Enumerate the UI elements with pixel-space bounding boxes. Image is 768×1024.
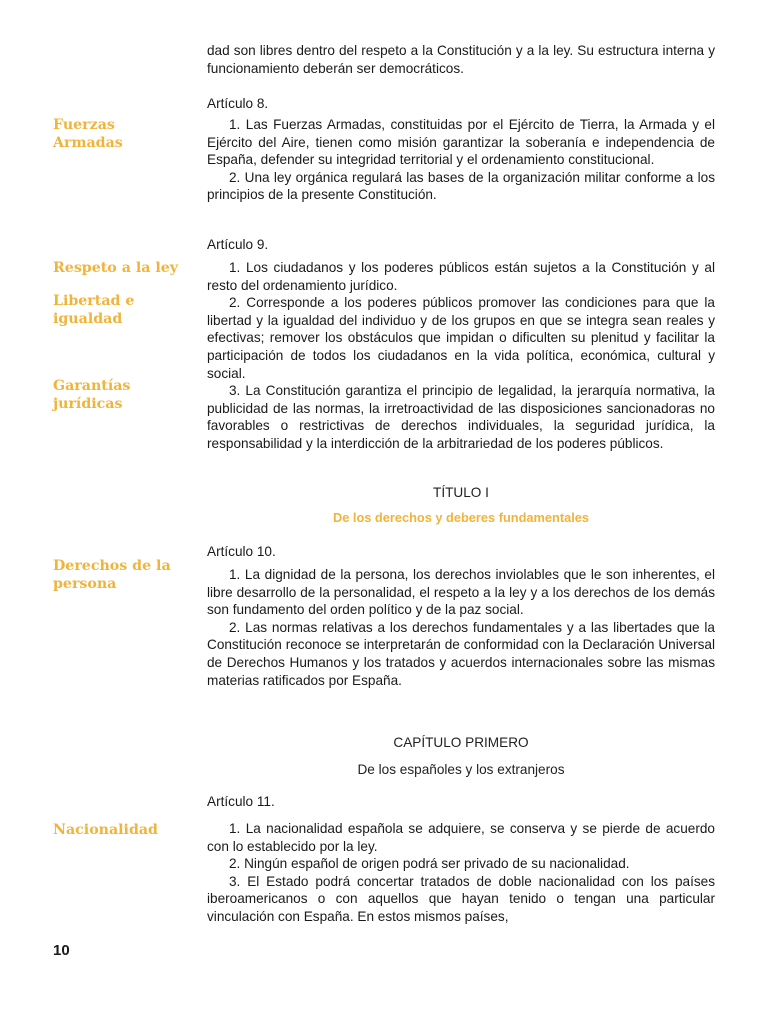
article-9-para-3: 3. La Constitución garantiza el principio de legalidad, la jerarquía normativa, la publicidad de las normas, la irretroactividad de las disposiciones sancionadoras no favorables o restrictivas de derechos individuales, la seguridad jurídica, la responsabilidad y la interdicción de la arbitrariedad de los poderes públicos. — [207, 383, 715, 451]
article-9-para-2: 2. Corresponde a los poderes públicos promover las condiciones para que la libertad y la igualdad del individuo y de los grupos en que se integra sean reales y efectivas; remover los obstáculos que impidan o dificulten su plenitud y facilitar la participación de todos los ciudadanos en la vida política, económica, cultural y social. — [207, 295, 715, 381]
titulo-1-subtitle: De los derechos y deberes fundamentales — [332, 510, 590, 525]
margin-note-respeto-ley: Respeto a la ley — [53, 260, 179, 276]
article-11-para-1: 1. La nacionalidad española se adquiere, se conserva y se pierde de acuerdo con lo establecido por la ley. — [207, 821, 715, 854]
article-11-para-2: 2. Ningún español de origen podrá ser privado de su nacionalidad. — [229, 856, 630, 872]
margin-note-fuerzas-armadas: Fuerzas Armadas — [53, 117, 123, 151]
titulo-1-title: TÍTULO I — [433, 485, 489, 500]
margin-note-libertad-igualdad: Libertad e igualdad — [53, 293, 135, 327]
article-9-para-1: 1. Los ciudadanos y los poderes públicos están sujetos a la Constitución y al resto del ordenamiento jurídico. — [207, 260, 715, 293]
capitulo-1 — [207, 734, 715, 778]
article-11-title: Artículo 11. — [207, 794, 275, 809]
text-block-top — [207, 42, 715, 77]
article-8-para-1: 1. Las Fuerzas Armadas, constituidas por el Ejército de Tierra, la Armada y el Ejército del Aire, tienen como misión garantizar la soberanía e independencia de España, defender su integridad territorial y el ordenamiento constitucional. — [207, 117, 715, 168]
page-number: 10 — [53, 942, 70, 959]
titulo-1 — [207, 484, 715, 526]
article-11-para-3: 3. El Estado podrá concertar tratados de doble nacionalidad con los países iberoamericanos o con aquellos que hayan tenido o tengan una particular vinculación con España. En estos mismos países, — [207, 873, 715, 924]
capitulo-1-subtitle: De los españoles y los extranjeros — [357, 762, 565, 777]
article-11 — [207, 793, 715, 926]
top-continuation: dad son libres dentro del respeto a la Constitución y a la ley. Su estructura interna y funcionamiento deberán ser democráticos. — [207, 43, 715, 76]
article-10-para-1: 1. La dignidad de la persona, los derechos inviolables que le son inherentes, el libre desarrollo de la personalidad, el respeto a la ley y a los derechos de los demás son fundamento del orden político y de la paz social. — [207, 567, 715, 618]
article-10 — [207, 543, 715, 689]
article-8-title: Artículo 8. — [207, 96, 269, 111]
article-9 — [207, 236, 715, 453]
article-10-para-2: 2. Las normas relativas a los derechos fundamentales y a las libertades que la Constitución reconoce se interpretarán de conformidad con la Declaración Universal de Derechos Humanos y los tratados y acuerdos internacionales sobre las mismas materias ratificados por España. — [207, 619, 715, 688]
capitulo-1-title: CAPÍTULO PRIMERO — [393, 735, 529, 750]
margin-note-derechos-persona: Derechos de la persona — [53, 558, 171, 592]
margin-note-nacionalidad: Nacionalidad — [53, 822, 158, 838]
article-10-title: Artículo 10. — [207, 544, 276, 559]
article-8-para-2: 2. Una ley orgánica regulará las bases de la organización militar conforme a los principios de la presente Constitución. — [207, 169, 715, 203]
article-8 — [207, 95, 715, 204]
article-9-title: Artículo 9. — [207, 237, 269, 252]
margin-note-garantias: Garantías jurídicas — [53, 378, 131, 412]
